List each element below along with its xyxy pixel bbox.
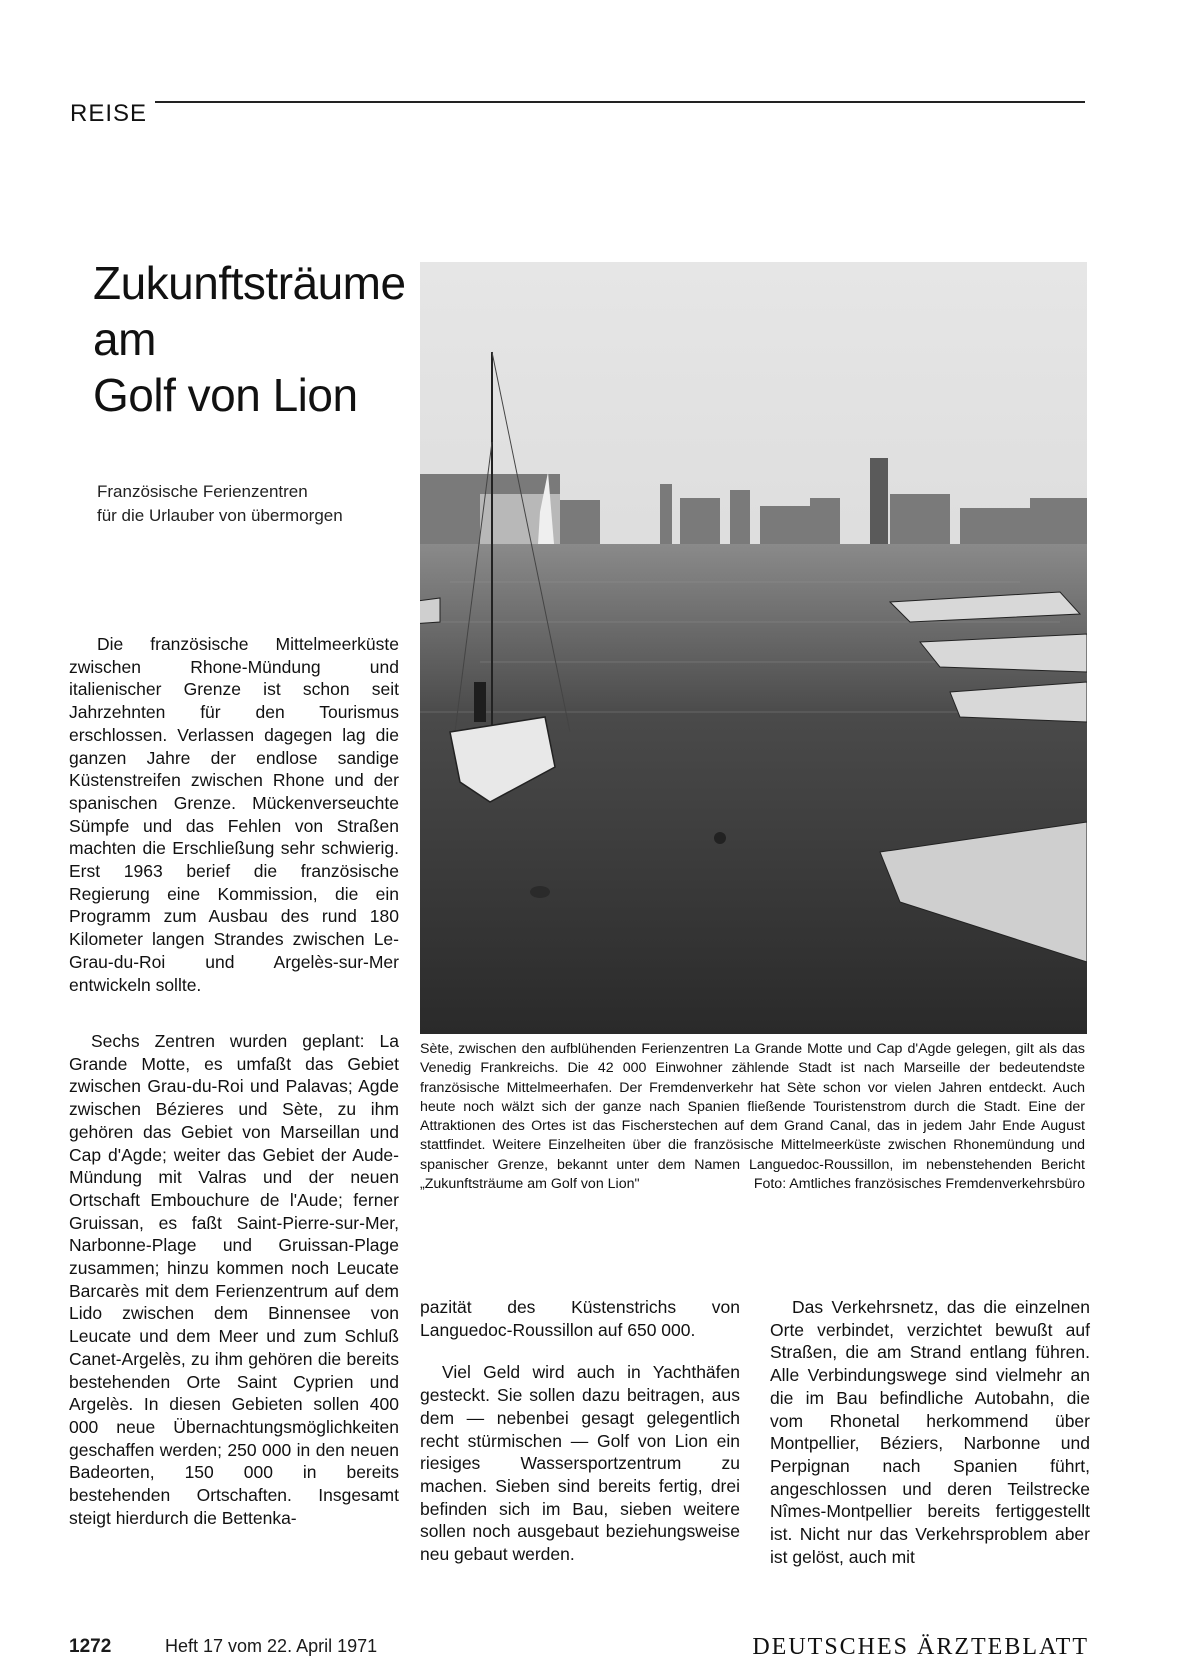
subtitle-line: für die Urlauber von übermorgen bbox=[97, 506, 343, 525]
body-column-2 bbox=[420, 1296, 740, 1566]
body-paragraph: Viel Geld wird auch in Yachthäfen gesteckt. Sie sollen dazu beitragen, aus dem — nebenbei gesagt gelegentlich recht stürmischen — Golf von Lion ein riesiges Wassersportzentrum zu machen. Sieben sind bereits fertig, drei befinden sich im Bau, sieben weitere sollen noch ausgebaut beziehungsweise neu gebaut werden. bbox=[420, 1362, 740, 1565]
body-paragraph: Sechs Zentren wurden geplant: La Grande Motte, es umfaßt das Gebiet zwischen Grau-du-Roi und Palavas; Agde zwischen Bézieres und Sète, zu ihm gehören das Gebiet von Marseillan und Cap d'Agde; weiter das Gebiet der Aude-Mündung mit Valras und der neuen Ortschaft Embouchure de l'Aude; ferner Gruissan, es faßt Saint-Pierre-sur-Mer, Narbonne-Plage und Gruissan-Plage zusammen; hinzu kommen noch Leucate Barcarès mit dem Ferienzentrum auf dem Lido zwischen dem Binnensee von Leucate und dem Meer und zum Schluß Canet-Argelès, zu ihm gehören die bereits bestehenden Orte Saint Cyprien und Argelès. In diesen Gebieten sollen 400 000 neue Übernachtungsmöglichkeiten geschaffen werden; 250 000 in den neuen Badeorten, 150 000 in bereits bestehenden Ortschaften. Insgesamt steigt hierdurch die Bettenka- bbox=[69, 1031, 399, 1528]
harbor-photo bbox=[420, 262, 1087, 1034]
journal-name: DEUTSCHES ÄRZTEBLATT bbox=[752, 1634, 1089, 1660]
header-rule bbox=[155, 101, 1085, 103]
article-subtitle bbox=[97, 480, 417, 528]
section-label: REISE bbox=[70, 100, 148, 127]
photo-caption bbox=[420, 1040, 1085, 1194]
body-column-1-bottom bbox=[69, 1030, 399, 1529]
subtitle-line: Französische Ferienzentren bbox=[97, 482, 308, 501]
issue-info: Heft 17 vom 22. April 1971 bbox=[165, 1636, 378, 1656]
body-column-3 bbox=[770, 1296, 1090, 1568]
body-paragraph: Die französische Mittelmeerküste zwischen Rhone-Mündung und italienischer Grenze ist schon seit Jahrzehnten für den Tourismus erschlossen. Verlassen dagegen lag die ganzen Jahre der endlose sandige Küstenstreifen zwischen Rhone und der spanischen Grenze. Mückenverseuchte Sümpfe und das Fehlen von Straßen machten die Erschließung sehr schwierig. Erst 1963 berief die französische Regierung eine Kommission, die ein Programm zum Ausbau des rund 180 Kilometer langen Strandes zwischen Le-Grau-du-Roi und Argelès-sur-Mer entwickeln sollte. bbox=[69, 634, 399, 995]
article-title bbox=[93, 255, 413, 423]
body-paragraph: pazität des Küstenstrichs von Languedoc-Roussillon auf 650 000. bbox=[420, 1297, 740, 1340]
title-line: Zukunftsträume bbox=[93, 257, 406, 309]
page-number: 1272 bbox=[69, 1636, 112, 1657]
caption-text: Sète, zwischen den aufblühenden Ferienzentren La Grande Motte und Cap d'Agde gelegen, gilt als das Venedig Frankreichs. Die 42 000 Einwohner zählende Stadt ist nach Marseille der bedeutendste französische Mittelmeerhafen. Der Fremdenverkehr hat Sète schon vor vielen Jahren entdeckt. Auch heute noch wälzt sich der ganze nach Spanien fließende Touristenstrom durch die Stadt. Eine der Attraktionen des Ortes ist das Fischerstechen auf dem Grand Canal, das in jedem Jahr Ende August stattfindet. Weitere Einzelheiten über die französische Mittelmeerküste zwischen Rhonemündung und spanischer Grenze, bekannt unter dem Namen Languedoc-Roussillon, im nebenstehenden Bericht „Zukunftsträume am Golf von Lion" bbox=[420, 1041, 1085, 1193]
body-paragraph: Das Verkehrsnetz, das die einzelnen Orte verbindet, verzichtet bewußt auf Straßen, die am Strand entlang führen. Alle Verbindungswege sind vielmehr an die im Bau befindliche Autobahn, die vom Rhonetal herkommend über Montpellier, Béziers, Narbonne und Perpignan nach Spanien führt, angeschlossen und deren Teilstrecke Nîmes-Montpellier bereits fertiggestellt ist. Nicht nur das Verkehrsproblem aber ist gelöst, auch mit bbox=[770, 1297, 1090, 1567]
title-line: Golf von Lion bbox=[93, 369, 358, 421]
page-footer bbox=[69, 1636, 1089, 1666]
title-line: am bbox=[93, 313, 156, 365]
body-column-1-top bbox=[69, 633, 399, 996]
photo-credit: Foto: Amtliches französisches Fremdenverkehrsbüro bbox=[753, 1176, 1085, 1193]
